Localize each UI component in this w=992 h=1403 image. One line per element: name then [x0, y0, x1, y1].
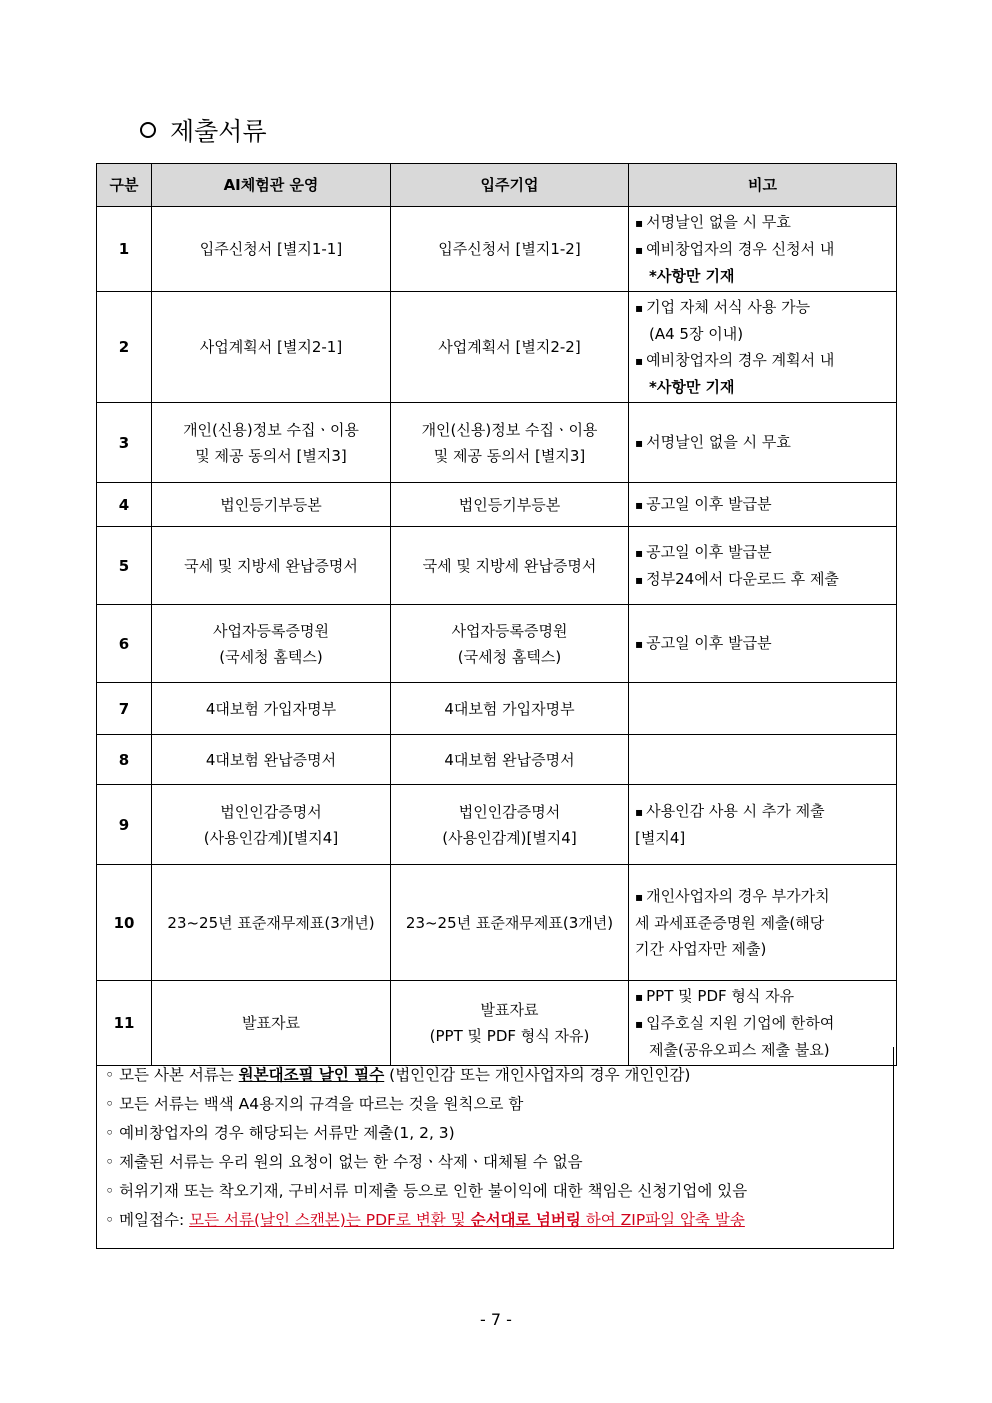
bullet-note: ▪ 개인사업자의 경우 부가가치: [635, 883, 890, 910]
doc-line: 입주신청서 [별지1-1]: [199, 240, 343, 258]
row-number: 6: [97, 605, 152, 683]
doc-line: 법인등기부등본: [220, 495, 322, 514]
remarks-cell: [629, 527, 897, 605]
note-continuation: *사항만 기재: [649, 267, 735, 285]
doc-line: (PPT 및 PDF 형식 자유): [429, 1027, 590, 1045]
doc-line: 4대보험 완납증명서: [444, 750, 575, 769]
ai-center-doc: [152, 785, 391, 865]
tenant-doc: [391, 605, 629, 683]
ai-center-doc: [152, 292, 391, 403]
row-number: 7: [97, 683, 152, 735]
bullet-note: ▪ 서명날인 없을 시 무효: [635, 429, 890, 456]
email-instruction-bold: 순서대로 넘버링: [470, 1211, 581, 1229]
table-row: [97, 605, 897, 683]
note-emphasis: 원본대조필 날인 필수: [238, 1066, 385, 1084]
table-row: [97, 483, 897, 527]
note-continuation: [별지4]: [635, 829, 686, 847]
note-text: ◦ 모든 사본 서류는: [105, 1066, 239, 1084]
bullet-note: ▪ 공고일 이후 발급분: [635, 539, 890, 566]
doc-line: 사업자등록증명원: [451, 621, 568, 640]
doc-line: 입주신청서 [별지1-2]: [438, 240, 581, 258]
doc-line: 사업계획서 [별지2-1]: [199, 338, 343, 356]
doc-line: (국세청 홈텍스): [457, 647, 562, 666]
note-line-5: ◦ 허위기재 또는 착오기재, 구비서류 미제출 등으로 인한 불이익에 대한 책임은 신청기업에 있음: [105, 1182, 748, 1200]
page-number: - 7 -: [480, 1310, 512, 1329]
ai-center-doc: [152, 683, 391, 735]
doc-line: 개인(신용)정보 수집ㆍ이용: [183, 420, 359, 439]
note-continuation: *사항만 기재: [649, 378, 735, 396]
note-line-2: ◦ 모든 서류는 백색 A4용지의 규격을 따르는 것을 원칙으로 함: [105, 1095, 524, 1113]
doc-line: 국세 및 지방세 완납증명서: [422, 556, 597, 575]
remarks-cell: [629, 735, 897, 785]
note-text: ◦ 메일접수:: [105, 1211, 190, 1229]
header-tenant: 입주기업: [391, 164, 629, 207]
table-row: [97, 865, 897, 981]
tenant-doc: [391, 292, 629, 403]
bullet-note: ▪ 서명날인 없을 시 무효: [635, 209, 890, 236]
notes-box: [96, 1047, 894, 1249]
doc-line: (사용인감계)[별지4]: [203, 828, 339, 847]
note-line-3: ◦ 예비창업자의 경우 해당되는 서류만 제출(1, 2, 3): [105, 1124, 455, 1142]
doc-line: (국세청 홈텍스): [219, 647, 323, 666]
note-continuation: 세 과세표준증명원 제출(해당: [635, 914, 825, 932]
note-line-6: [105, 1206, 885, 1235]
doc-line: 23~25년 표준재무제표(3개년): [405, 913, 614, 932]
bullet-note: ▪ 기업 자체 서식 사용 가능: [635, 294, 890, 321]
bullet-note: ▪ 공고일 이후 발급분: [635, 491, 890, 518]
row-number: 5: [97, 527, 152, 605]
doc-line: 발표자료: [480, 1001, 539, 1019]
bullet-note: ▪ 예비창업자의 경우 계획서 내: [635, 347, 890, 374]
bullet-note: ▪ PPT 및 PDF 형식 자유: [635, 983, 890, 1010]
doc-line: 4대보험 가입자명부: [444, 699, 575, 718]
tenant-doc: [391, 865, 629, 981]
remarks-cell: [629, 403, 897, 483]
ai-center-doc: [152, 735, 391, 785]
remarks-cell: [629, 292, 897, 403]
table-row: [97, 527, 897, 605]
doc-line: 4대보험 가입자명부: [205, 699, 337, 718]
remarks-cell: [629, 483, 897, 527]
note-line-1: [105, 1061, 885, 1090]
table-row: [97, 403, 897, 483]
remarks-cell: [629, 683, 897, 735]
ai-center-doc: [152, 207, 391, 292]
tenant-doc: [391, 483, 629, 527]
ai-center-doc: [152, 605, 391, 683]
table-row: [97, 292, 897, 403]
row-number: 3: [97, 403, 152, 483]
row-number: 10: [97, 865, 152, 981]
table-row: [97, 207, 897, 292]
tenant-doc: [391, 785, 629, 865]
remarks-cell: [629, 865, 897, 981]
row-number: 2: [97, 292, 152, 403]
remarks-cell: [629, 605, 897, 683]
note-line-4: ◦ 제출된 서류는 우리 원의 요청이 없는 한 수정ㆍ삭제ㆍ대체될 수 없음: [105, 1153, 583, 1171]
doc-line: 법인인감증명서: [458, 802, 561, 821]
note-continuation: 제출(공유오피스 제출 불요): [649, 1041, 830, 1059]
email-instruction: 모든 서류(날인 스캔본)는 PDF로 변환 및: [189, 1211, 471, 1229]
ai-center-doc: [152, 483, 391, 527]
table-row: [97, 683, 897, 735]
row-number: 9: [97, 785, 152, 865]
bullet-note: ▪ 예비창업자의 경우 신청서 내: [635, 236, 890, 263]
row-number: 8: [97, 735, 152, 785]
section-title: 제출서류: [170, 117, 267, 146]
doc-line: 사업계획서 [별지2-2]: [438, 338, 581, 356]
doc-line: 4대보험 완납증명서: [205, 750, 337, 769]
doc-line: 법인인감증명서: [220, 802, 322, 821]
row-number: 1: [97, 207, 152, 292]
bullet-note: ▪ 사용인감 사용 시 추가 제출: [635, 798, 890, 825]
ai-center-doc: [152, 527, 391, 605]
doc-line: 및 제공 동의서 [별지3]: [433, 446, 586, 465]
table-row: [97, 735, 897, 785]
ai-center-doc: [152, 403, 391, 483]
documents-table: [96, 163, 897, 1066]
tenant-doc: [391, 683, 629, 735]
doc-line: 개인(신용)정보 수집ㆍ이용: [421, 420, 598, 439]
doc-line: 국세 및 지방세 완납증명서: [184, 556, 358, 575]
remarks-cell: [629, 785, 897, 865]
table-row: [97, 785, 897, 865]
remarks-cell: [629, 207, 897, 292]
doc-line: 발표자료: [242, 1014, 300, 1032]
tenant-doc: [391, 527, 629, 605]
email-instruction: 하여 ZIP파일 압축 발송: [580, 1211, 745, 1229]
section-heading: [140, 112, 267, 148]
bullet-note: ▪ 입주호실 지원 기업에 한하여: [635, 1010, 890, 1037]
header-ai-center: AI체험관 운영: [152, 164, 391, 207]
header-remarks: 비고: [629, 164, 897, 207]
header-category: 구분: [97, 164, 152, 207]
tenant-doc: [391, 207, 629, 292]
doc-line: (사용인감계)[별지4]: [442, 828, 577, 847]
table-header-row: [97, 164, 897, 207]
note-continuation: 기간 사업자만 제출): [635, 940, 767, 958]
note-text: (법인인감 또는 개인사업자의 경우 개인인감): [384, 1066, 691, 1084]
doc-line: 사업자등록증명원: [213, 621, 329, 640]
doc-line: 및 제공 동의서 [별지3]: [195, 446, 347, 465]
bullet-note: ▪ 공고일 이후 발급분: [635, 630, 890, 657]
note-continuation: (A4 5장 이내): [649, 325, 744, 343]
circle-bullet-icon: [140, 122, 156, 138]
row-number: 11: [97, 981, 152, 1066]
doc-line: 법인등기부등본: [458, 495, 561, 514]
doc-line: 23~25년 표준재무제표(3개년): [167, 913, 375, 932]
ai-center-doc: [152, 865, 391, 981]
row-number: 4: [97, 483, 152, 527]
tenant-doc: [391, 403, 629, 483]
bullet-note: ▪ 정부24에서 다운로드 후 제출: [635, 566, 890, 593]
tenant-doc: [391, 735, 629, 785]
